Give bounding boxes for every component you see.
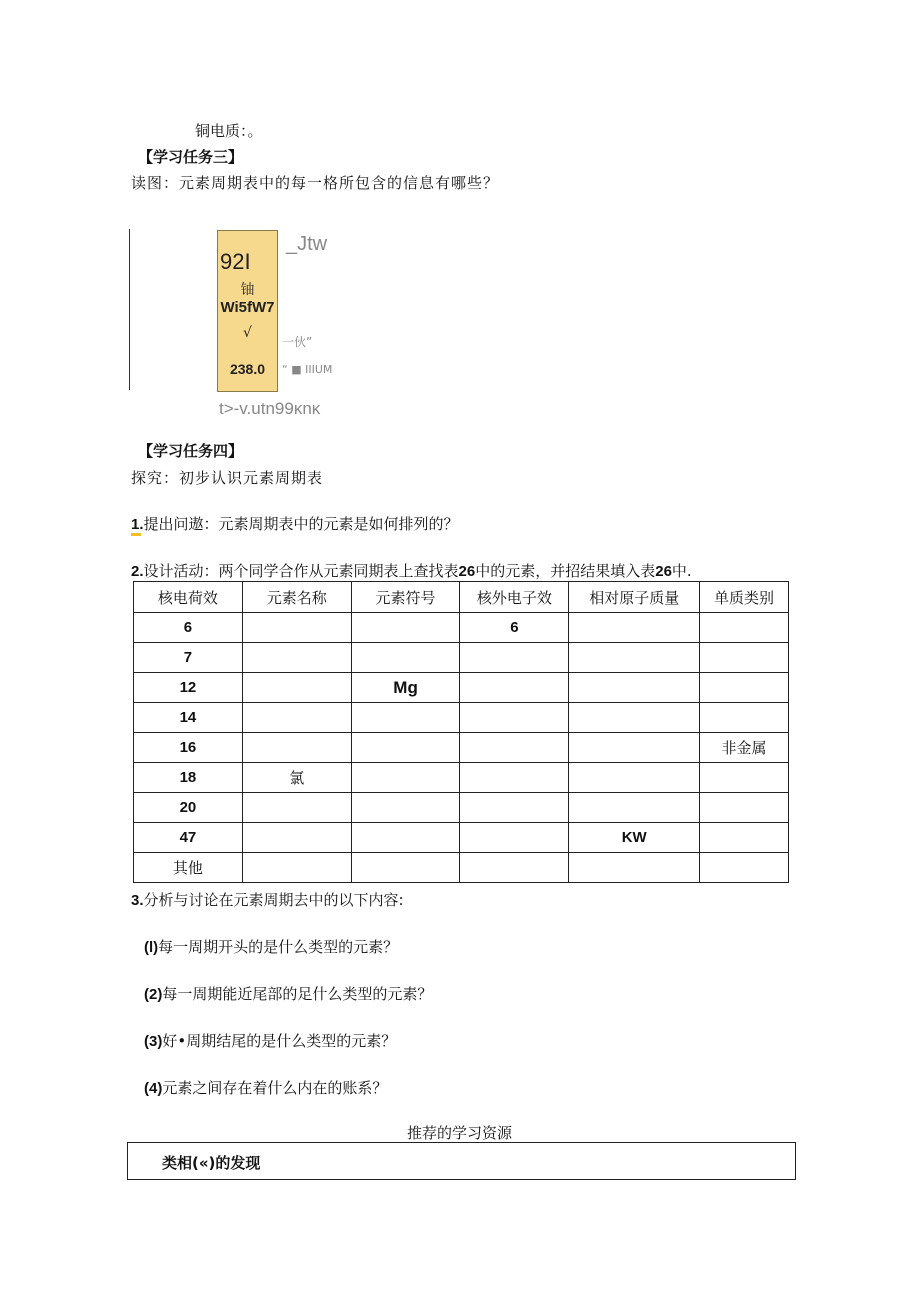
table-cell (242, 793, 351, 823)
task4-prompt: 探究：初步认识元素周期表 (131, 469, 324, 487)
question-2-table-ref-b: 26 (655, 563, 672, 580)
resources-item: 类相(«)的发现 (162, 1154, 261, 1172)
question-3-text: 分析与讨论在元素周期去中的以下内容: (143, 891, 404, 909)
table-cell: 非金属 (700, 733, 789, 763)
figure-left-rule (129, 229, 130, 390)
question-2-text-a: 设计活动：两个同学合作从元素同期表上查找表 (143, 562, 459, 580)
question-1-number: 1. (131, 516, 144, 533)
element-name: 铀 (240, 282, 255, 298)
table-cell (460, 793, 569, 823)
table-cell: 16 (134, 733, 243, 763)
table-cell (460, 673, 569, 703)
table-cell (700, 703, 789, 733)
figure-caption: t>-v.utn99κnκ (219, 399, 321, 418)
table-cell (700, 853, 789, 883)
label-top: _Jtw (286, 233, 328, 255)
table-cell: 12 (134, 673, 243, 703)
table-cell (700, 643, 789, 673)
table-cell (242, 823, 351, 853)
table-cell: 47 (134, 823, 243, 853)
table-row (134, 703, 789, 733)
sub-question-1 (144, 936, 398, 957)
header-electron-count: 核外电子效 (460, 582, 569, 613)
sub-question-1-text: 每一周期开头的是什么类型的元素？ (158, 938, 399, 956)
header-atomic-mass: 相对原子质量 (569, 582, 700, 613)
element-mass: 238.0 (229, 361, 266, 377)
table-cell (242, 613, 351, 643)
table-row (134, 613, 789, 643)
table-cell (569, 853, 700, 883)
sub-question-4-number: (4) (144, 1080, 163, 1097)
sub-question-3-text: 好•周期结尾的是什么类型的元素？ (162, 1032, 397, 1050)
sub-question-1-number: (l) (144, 939, 159, 956)
table-cell (569, 673, 700, 703)
table-cell: 其他 (134, 853, 243, 883)
table-row (134, 673, 789, 703)
question-1 (131, 513, 459, 534)
table-cell: 14 (134, 703, 243, 733)
table-cell: 18 (134, 763, 243, 793)
task3-prompt: 读图：元素周期表中的每一格所包含的信息有哪些？ (131, 174, 500, 192)
table-row (134, 793, 789, 823)
table-cell (242, 733, 351, 763)
table-row (134, 823, 789, 853)
sub-question-2-number: (2) (144, 986, 163, 1003)
table-cell (569, 793, 700, 823)
table-cell (700, 823, 789, 853)
table-cell (460, 853, 569, 883)
question-3 (131, 889, 404, 910)
table-cell (460, 823, 569, 853)
table-cell (351, 703, 460, 733)
element-number-symbol: 92I (220, 249, 251, 274)
table-cell (351, 793, 460, 823)
header-element-name: 元素名称 (242, 582, 351, 613)
table-cell: 20 (134, 793, 243, 823)
table-cell: KW (569, 823, 700, 853)
header-nuclear-charge: 核电荷效 (134, 582, 243, 613)
label-bottom: “ ■ IIIUM (282, 363, 333, 376)
element-mark: √ (243, 325, 252, 341)
table-cell (351, 823, 460, 853)
sub-question-4 (144, 1077, 387, 1098)
question-2-table-ref-a: 26 (458, 563, 476, 580)
resources-title: 推荐的学习资源 (407, 1124, 513, 1142)
table-cell: 6 (134, 613, 243, 643)
table-cell (569, 733, 700, 763)
table-row (134, 733, 789, 763)
table-cell: 氯 (242, 763, 351, 793)
task4-heading: 【学习任务四】 (138, 442, 244, 460)
table-cell (460, 703, 569, 733)
table-cell (351, 613, 460, 643)
table-cell (569, 643, 700, 673)
table-cell (242, 853, 351, 883)
question-1-text: 提出问遨：元素周期表中的元素是如何排列的？ (143, 515, 459, 533)
table-row (134, 763, 789, 793)
table-cell (460, 643, 569, 673)
sub-question-3 (144, 1030, 396, 1051)
question-2 (131, 560, 692, 581)
sub-question-2 (144, 983, 432, 1004)
label-mid: 一伙” (282, 335, 313, 349)
table-cell (569, 703, 700, 733)
table-cell (351, 763, 460, 793)
table-header-row (134, 582, 789, 613)
sub-question-4-text: 元素之间存在着什么内在的账系？ (162, 1079, 388, 1097)
table-cell: 6 (460, 613, 569, 643)
question-2-text-b: 中的元素，并招结果填入表 (475, 562, 656, 580)
header-element-symbol: 元素符号 (351, 582, 460, 613)
table-cell: Mg (351, 673, 460, 703)
table-cell (700, 763, 789, 793)
table-cell (351, 643, 460, 673)
table-cell (569, 763, 700, 793)
question-2-text-c: 中. (671, 562, 692, 580)
table-cell (460, 733, 569, 763)
table-cell (242, 703, 351, 733)
question-2-number: 2. (131, 563, 144, 580)
table-cell (700, 613, 789, 643)
copper-line: 铜电质：。 (195, 122, 263, 140)
table-cell (700, 793, 789, 823)
header-substance-type: 单质类别 (700, 582, 789, 613)
resources-box (127, 1142, 796, 1180)
table-row (134, 853, 789, 883)
table-cell (351, 853, 460, 883)
table-cell (569, 613, 700, 643)
table-cell (460, 763, 569, 793)
task3-heading: 【学习任务三】 (138, 148, 244, 166)
table-cell (700, 673, 789, 703)
element-table (133, 581, 789, 883)
sub-question-3-number: (3) (144, 1033, 163, 1050)
sub-question-2-text: 每一周期能近尾部的足什么类型的元素？ (162, 985, 433, 1003)
table-cell (242, 673, 351, 703)
element-cell (217, 230, 278, 392)
question-3-number: 3. (131, 892, 144, 909)
table-cell: 7 (134, 643, 243, 673)
table-cell (242, 643, 351, 673)
element-config: Wi5fW7 (220, 299, 275, 316)
table-cell (351, 733, 460, 763)
table-row (134, 643, 789, 673)
